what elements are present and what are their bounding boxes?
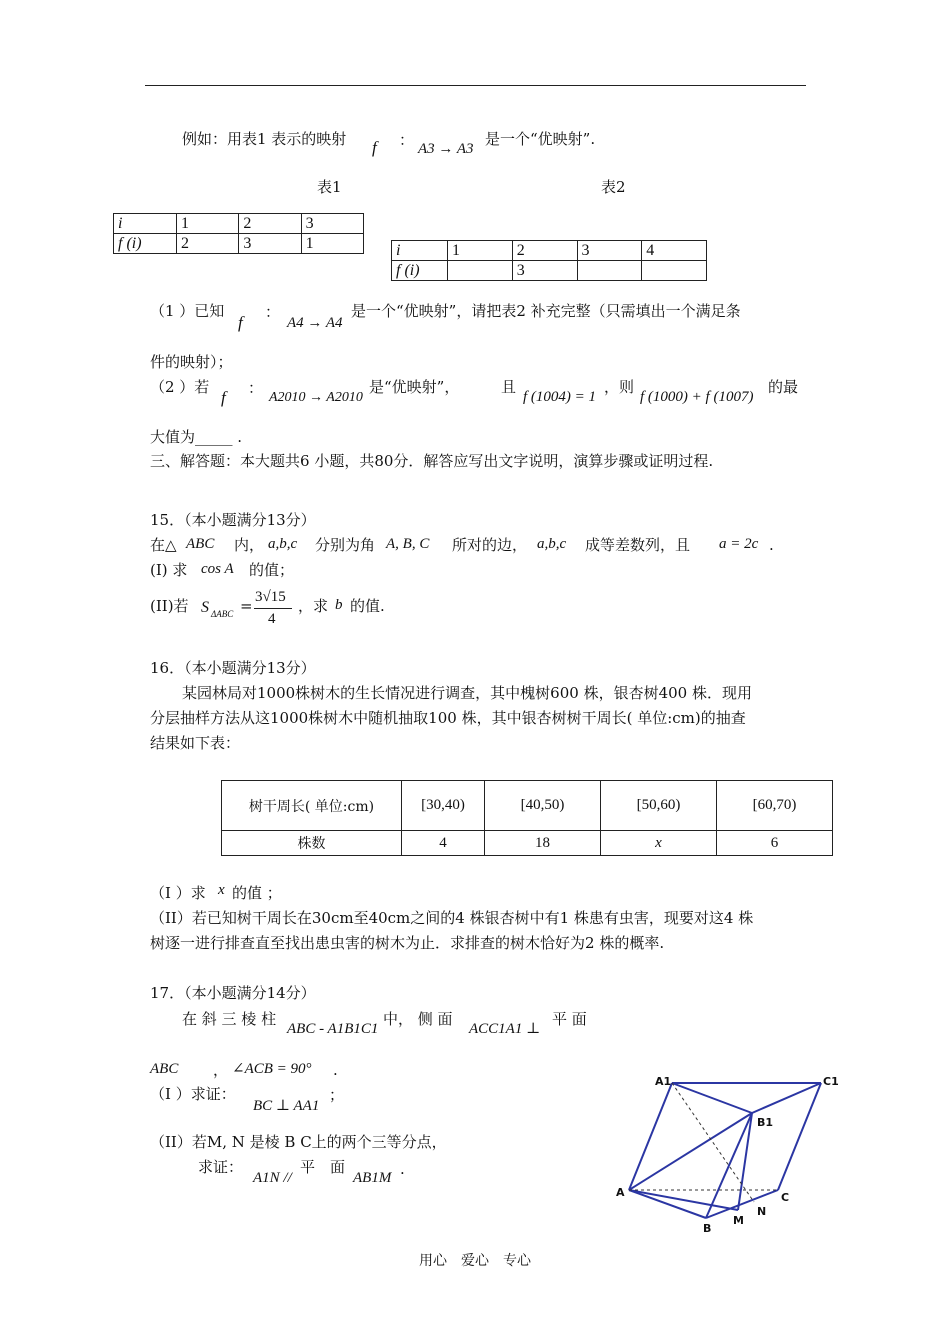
section3-heading: 三、解答题：本大题共6 小题，共80分．解答应写出文字说明，演算步骤或证明过程. [150,452,714,470]
p17-title: 17．（本小题满分14分） [150,984,316,1002]
q2-and: 且 [501,378,517,396]
p17-ii-expr1: A1N // [253,1170,292,1186]
p16-i-tail: 的值 ； [232,884,282,902]
p16-ii-line1: （II）若已知树干周长在30cm至40cm之间的4 株银杏树中有1 株患有虫害，现要对这4 株 [150,909,754,927]
p17-ii-prove: 求证： [198,1158,244,1176]
table1-head-cell: 2 [239,214,301,234]
table1-head-cell: i [114,214,177,234]
p16-para3: 结果如下表： [150,734,241,752]
p15-abc-lower: a,b,c [268,536,298,552]
label-A: A [616,1186,625,1199]
p17-ii-expr2: AB1M [353,1170,392,1186]
table2-head-cell: 1 [448,241,513,261]
q1-mapping: A4 → A4 [287,315,343,331]
p17-i-expr: BC ⊥ AA1 [253,1098,320,1114]
p16-ii-line2: 树逐一进行排查直至找出患虫害的树木为止．求排查的树木恰好为2 株的概率. [150,934,665,952]
label-A1: A1 [655,1075,672,1088]
table2-head-cell: 3 [577,241,642,261]
hidden-edge-A1N [672,1083,754,1202]
p15-cosA: cos A [201,561,234,577]
p15-frac-bar [254,608,292,609]
label-C: C [781,1191,790,1204]
p17-l1b: 中， 侧 面 [383,1010,453,1028]
intro-mapping: A3 → A3 [418,141,474,157]
p15-b: b [335,597,343,613]
p16-para1: 某园林局对1000株树木的生长情况进行调查，其中槐树600 株，银杏树400 株．现用 [182,684,752,702]
prism-figure [610,1070,845,1240]
q1-line2: 件的映射）； [150,353,233,371]
q2-f: f [221,388,226,407]
p17-ii-end: . [400,1160,405,1178]
table2-head-cell: i [392,241,448,261]
intro-line [182,130,346,148]
p16-table [221,780,833,856]
edge-AB1 [629,1113,752,1190]
table2-head-cell: 2 [512,241,577,261]
table2-row-cell [642,261,707,281]
p16-table-head-cell: 树干周长( 单位:cm) [222,781,402,831]
p15-ii-tail: 的值. [350,597,385,615]
intro-lead: 例如：用表1 表示的映射 [182,130,347,148]
header-rule [145,85,806,86]
p16-para2: 分层抽样方法从这1000株树木中随机抽取100 株，其中银杏树树干周长( 单位:cm)的抽查 [150,709,746,727]
p17-ii-plane: 平 面 [300,1158,346,1176]
label-N: N [757,1205,767,1218]
label-C1: C1 [823,1075,839,1088]
q1-lead: （1 ）已知 [150,302,225,320]
p16-title: 16．（本小题满分13分） [150,659,316,677]
p15-l1d: 所对的边， [452,536,528,554]
p16-table-row-cell: 18 [485,831,601,856]
p16-x: x [218,882,225,898]
p17-l2c: . [333,1061,338,1079]
p15-i-lead: (I) 求 [150,561,188,579]
p17-ii-lead: （II）若M, N 是棱 B C上的两个三等分点， [150,1133,447,1151]
p15-cond: a = 2c [719,536,759,552]
page-footer: 用心 爱心 专心 [419,1253,531,1269]
p15-end: . [769,536,774,554]
q2-expr: f (1000) + f (1007) [640,389,754,405]
edge-AM [629,1190,738,1210]
p15-den: 4 [268,611,276,627]
table1-row-cell: 3 [239,234,301,254]
p15-ii-lead: (II)若 [150,597,189,615]
table2-row-cell [577,261,642,281]
table2-row-cell: 3 [512,261,577,281]
p16-table-head-cell: [30,40) [402,781,485,831]
q2-cond: f (1004) = 1 [523,389,597,405]
table2-head-cell: 4 [642,241,707,261]
p17-prism: ABC - A1B1C1 [287,1021,379,1037]
q2-then: ，则 [604,378,635,396]
p17-angle: ∠ACB = 90° [232,1061,312,1077]
table2-row-cell [448,261,513,281]
q2-tail: 的最 [768,378,799,396]
p15-S: S [201,599,209,616]
intro-colon: ： [399,131,415,149]
q1-tail: 是一个“优映射”，请把表2 补充完整（只需填出一个满足条 [351,302,741,320]
table2-title: 表2 [601,178,626,196]
p17-l1a: 在 斜 三 棱 柱 [182,1010,277,1028]
p15-l1c: 分别为角 [315,536,376,554]
p17-l2a: ABC [150,1061,179,1077]
p17-i-lead: （I ）求证： [150,1085,236,1103]
label-B: B [703,1222,712,1235]
q2-line2: 大值为_____ . [150,428,243,446]
table1-row-cell: f (i) [114,234,177,254]
p17-l1c: 平 面 [552,1010,587,1028]
table1-head-cell: 1 [177,214,239,234]
p15-num: 3√15 [255,589,286,605]
table1-title: 表1 [317,178,342,196]
p16-table-head-cell: [60,70) [717,781,833,831]
q1-f: f [238,313,243,332]
q2-mid: 是“优映射”， [369,378,460,396]
table1 [113,213,364,254]
p15-angles: A, B, C [386,536,430,552]
p16-table-row-cell: x [601,831,717,856]
q2-mapping: A2010 → A2010 [269,390,363,405]
p16-table-row-cell: 4 [402,831,485,856]
p16-table-row-cell: 株数 [222,831,402,856]
edge-A1A [629,1083,672,1190]
intro-tail: 是一个“优映射”. [485,130,596,148]
p15-l1b: 内， [234,536,265,554]
p15-S-sub: ΔABC [211,609,234,619]
p15-abc: ABC [186,536,215,552]
p15-l1e: 成等差数列，且 [585,536,691,554]
p16-table-head-cell: [50,60) [601,781,717,831]
label-M: M [733,1214,744,1227]
p16-i-lead: （I ）求 [150,884,206,902]
edge-A1B1 [672,1083,752,1113]
p17-i-tail: ； [329,1086,345,1104]
edge-AB [629,1190,706,1218]
p15-eq: = [240,597,253,615]
label-B1: B1 [757,1116,774,1129]
p15-abc-lower-2: a,b,c [537,536,567,552]
table1-row-cell: 2 [177,234,239,254]
table2 [391,240,707,281]
p17-face: ACC1A1 ⊥ [469,1021,541,1037]
table1-row-cell: 1 [301,234,363,254]
q2-colon: ： [248,379,264,397]
intro-f: f [372,138,377,157]
q2-lead: （2 ）若 [150,378,210,396]
q1-colon: ： [265,303,281,321]
table2-row-cell: f (i) [392,261,448,281]
p15-ii-mid: ，求 [298,597,329,615]
p15-title: 15．（本小题满分13分） [150,511,316,529]
table1-head-cell: 3 [301,214,363,234]
p17-l2b: ， [213,1061,229,1079]
p16-table-head-cell: [40,50) [485,781,601,831]
p15-l1a: 在△ [150,536,177,554]
p16-table-row-cell: 6 [717,831,833,856]
p15-i-tail: 的值； [249,561,295,579]
